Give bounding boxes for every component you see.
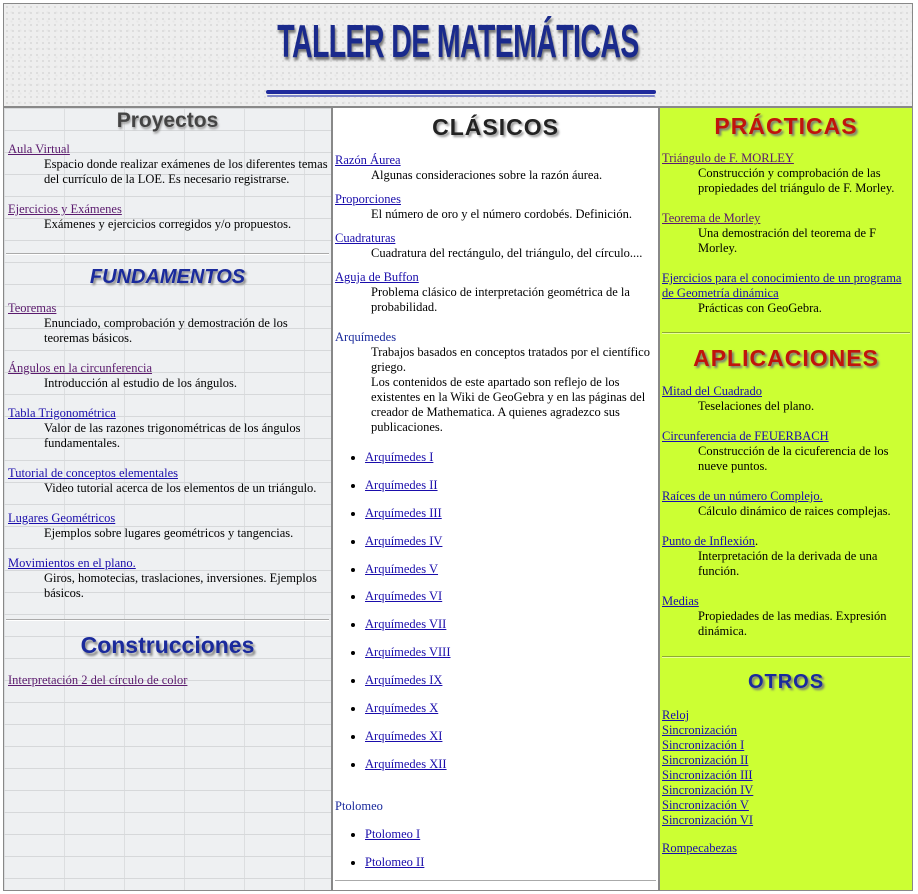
list-item — [335, 192, 658, 222]
arquimedes-section — [335, 330, 658, 435]
razon-aurea-link[interactable]: Razón Áurea — [335, 153, 401, 167]
list-item — [8, 556, 331, 601]
section-divider — [662, 656, 910, 658]
angulos-link[interactable]: Ángulos en la circunferencia — [8, 361, 153, 375]
arquimedes-viii-link[interactable]: Arquímedes VIII — [365, 645, 451, 660]
medias-link[interactable]: Medias — [662, 594, 699, 608]
item-description: Giros, homotecias, traslaciones, inversiones. Ejemplos básicos. — [44, 571, 317, 600]
item-description: Introducción al estudio de los ángulos. — [44, 376, 238, 390]
ejercicios-examenes-link[interactable]: Ejercicios y Exámenes — [8, 202, 122, 216]
list-item — [662, 738, 912, 753]
sincronizacion-v-link[interactable]: Sincronización V — [662, 798, 749, 812]
feuerbach-link[interactable]: Circunferencia de FEUERBACH — [662, 429, 829, 443]
list-item — [365, 478, 658, 506]
punto-inflexion-link[interactable]: Punto de Inflexión — [662, 534, 756, 548]
arquimedes-list — [333, 450, 658, 785]
aplicaciones-section — [660, 345, 912, 639]
left-column — [3, 107, 332, 891]
arquimedes-v-link[interactable]: Arquímedes V — [365, 561, 439, 576]
otros-list — [662, 708, 912, 856]
raices-complejo-link[interactable]: Raíces de un número Complejo. — [662, 489, 823, 503]
arquimedes-link[interactable]: Arquímedes — [335, 330, 397, 344]
arquimedes-vi-link[interactable]: Arquímedes VI — [365, 589, 443, 604]
reloj-link[interactable]: Reloj — [662, 708, 690, 722]
aplicaciones-heading: APLICACIONES — [693, 345, 879, 371]
list-item — [8, 361, 331, 391]
circulo-color-link[interactable]: Interpretación 2 del círculo de color — [8, 673, 188, 687]
triangulo-morley-link[interactable]: Triángulo de F. MORLEY — [662, 151, 794, 165]
tutorial-link[interactable]: Tutorial de conceptos elementales — [8, 466, 178, 480]
section-divider — [6, 619, 329, 621]
list-item — [662, 813, 912, 828]
list-item — [365, 645, 658, 673]
arquimedes-xii-link[interactable]: Arquímedes XII — [365, 756, 447, 771]
teorema-morley-link[interactable]: Teorema de Morley — [662, 211, 761, 225]
list-item — [365, 617, 658, 645]
list-item — [662, 534, 912, 579]
item-description: Algunas consideraciones sobre la razón áurea. — [371, 168, 603, 182]
list-item — [365, 701, 658, 729]
list-item — [8, 202, 331, 232]
list-item — [335, 153, 658, 183]
arquimedes-xi-link[interactable]: Arquímedes XI — [365, 728, 443, 743]
item-description: Cuadratura del rectángulo, del triángulo, del círculo.... — [371, 246, 643, 260]
list-item — [365, 562, 658, 590]
ptolomeo-i-link[interactable]: Ptolomeo I — [365, 826, 421, 841]
section-divider — [6, 253, 329, 255]
sincronizacion-iv-link[interactable]: Sincronización IV — [662, 783, 754, 797]
list-item — [662, 768, 912, 783]
list-item — [662, 798, 912, 813]
list-item — [8, 673, 331, 688]
item-description: Trabajos basados en conceptos tratados por el científico griego. — [371, 345, 650, 374]
link-suffix: . — [755, 534, 759, 548]
item-description: Ejemplos sobre lugares geométricos y tangencias. — [44, 526, 294, 540]
item-description: Construcción y comprobación de las propiedades del triángulo de F. Morley. — [698, 166, 895, 195]
arquimedes-ii-link[interactable]: Arquímedes II — [365, 477, 438, 492]
list-item — [662, 753, 912, 768]
otros-section — [660, 671, 912, 856]
practicas-heading: PRÁCTICAS — [714, 113, 858, 139]
list-item — [335, 270, 658, 315]
list-item — [365, 855, 658, 883]
list-item — [8, 511, 331, 541]
otros-heading: OTROS — [747, 671, 825, 693]
list-item — [662, 841, 912, 856]
list-item — [662, 708, 912, 723]
arquimedes-iii-link[interactable]: Arquímedes III — [365, 505, 442, 520]
item-description: Teselaciones del plano. — [698, 399, 815, 413]
list-item — [365, 534, 658, 562]
middle-column — [332, 107, 659, 891]
rompecabezas-link[interactable]: Rompecabezas — [662, 841, 737, 855]
item-description: Los contenidos de este apartado son reflejo de los existentes en la Wiki de GeoGebra y en las páginas del creador de Mathematica. A quienes agradezco sus publicaciones. — [371, 375, 646, 434]
section-divider — [662, 332, 910, 334]
list-item — [8, 301, 331, 346]
list-item — [365, 673, 658, 701]
list-item — [365, 589, 658, 617]
list-item — [365, 450, 658, 478]
sincronizacion-ii-link[interactable]: Sincronización II — [662, 753, 749, 767]
arquimedes-ix-link[interactable]: Arquímedes IX — [365, 673, 443, 688]
list-item — [662, 723, 912, 738]
list-item — [662, 594, 912, 639]
section-divider — [335, 880, 656, 882]
sincronizacion-i-link[interactable]: Sincronización I — [662, 738, 745, 752]
title-underline — [266, 90, 656, 94]
construcciones-section — [4, 632, 331, 688]
ptolomeo-list — [333, 827, 658, 883]
item-description: Video tutorial acerca de los elementos de un triángulo. — [44, 481, 317, 495]
ptolomeo-label: Ptolomeo — [335, 798, 383, 813]
right-column — [659, 107, 913, 891]
ptolomeo-ii-link[interactable]: Ptolomeo II — [365, 854, 425, 869]
item-description: Enunciado, comprobación y demostración de los teoremas básicos. — [44, 316, 288, 345]
list-item — [365, 827, 658, 855]
aula-virtual-link[interactable]: Aula Virtual — [8, 142, 70, 156]
mitad-cuadrado-link[interactable]: Mitad del Cuadrado — [662, 384, 762, 398]
item-description: Valor de las razones trigonométricas de los ángulos fundamentales. — [44, 421, 301, 450]
item-description: Propiedades de las medias. Expresión dinámica. — [698, 609, 887, 638]
lugares-geometricos-link[interactable]: Lugares Geométricos — [8, 511, 116, 525]
list-item — [365, 729, 658, 757]
tabla-trigonometrica-link[interactable]: Tabla Trigonométrica — [8, 406, 116, 420]
list-item — [335, 231, 658, 261]
list-item — [365, 757, 658, 785]
item-description: Cálculo dinámico de raices complejas. — [698, 504, 891, 518]
list-item — [8, 142, 331, 187]
list-item — [662, 783, 912, 798]
site-title: TALLER DE MATEMÁTICAS — [277, 15, 639, 67]
list-item — [662, 429, 912, 474]
item-description: Una demostración del teorema de F Morley. — [698, 226, 877, 255]
arquimedes-i-link[interactable]: Arquímedes I — [365, 450, 434, 464]
item-description: Exámenes y ejercicios corregidos y/o propuestos. — [44, 217, 292, 231]
sincronizacion-iii-link[interactable]: Sincronización III — [662, 768, 753, 782]
list-item — [662, 489, 912, 519]
movimientos-link[interactable]: Movimientos en el plano. — [8, 556, 136, 570]
sincronizacion-link[interactable]: Sincronización — [662, 723, 737, 737]
list-item — [662, 211, 912, 256]
item-description: El número de oro y el número cordobés. Definición. — [371, 207, 633, 221]
item-description: Interpretación de la derivada de una función. — [698, 549, 878, 578]
clasicos-heading: CLÁSICOS — [432, 114, 559, 140]
list-item — [8, 406, 331, 451]
arquimedes-iv-link[interactable]: Arquímedes IV — [365, 533, 443, 548]
aguja-buffon-link[interactable]: Aguja de Buffon — [335, 270, 419, 284]
proyectos-heading: Proyectos — [116, 109, 219, 132]
cuadraturas-link[interactable]: Cuadraturas — [335, 231, 396, 245]
arquimedes-x-link[interactable]: Arquímedes X — [365, 701, 439, 716]
practicas-section — [660, 108, 912, 316]
item-description: Prácticas con GeoGebra. — [698, 301, 822, 315]
construcciones-heading: Construcciones — [80, 632, 255, 658]
list-item — [365, 506, 658, 534]
proyectos-section — [4, 108, 331, 232]
item-description: Problema clásico de interpretación geométrica de la probabilidad. — [371, 285, 630, 314]
item-description: Construcción de la cicuferencia de los nueve puntos. — [698, 444, 889, 473]
header-banner — [3, 3, 913, 107]
list-item — [662, 271, 912, 316]
teoremas-link[interactable]: Teoremas — [8, 301, 57, 315]
list-item — [8, 466, 331, 496]
sincronizacion-vi-link[interactable]: Sincronización VI — [662, 813, 754, 827]
list-item — [662, 151, 912, 196]
proporciones-link[interactable]: Proporciones — [335, 192, 401, 206]
arquimedes-vii-link[interactable]: Arquímedes VII — [365, 617, 447, 632]
fundamentos-section — [4, 266, 331, 601]
ejercicios-geometria-link[interactable]: Ejercicios para el conocimiento de un programa de Geometría dinámica — [662, 271, 902, 300]
fundamentos-heading: FUNDAMENTOS — [89, 266, 246, 288]
item-description: Espacio donde realizar exámenes de los diferentes temas del currículo de la LOE. Es necesario registrarse. — [44, 157, 328, 186]
list-item — [662, 384, 912, 414]
